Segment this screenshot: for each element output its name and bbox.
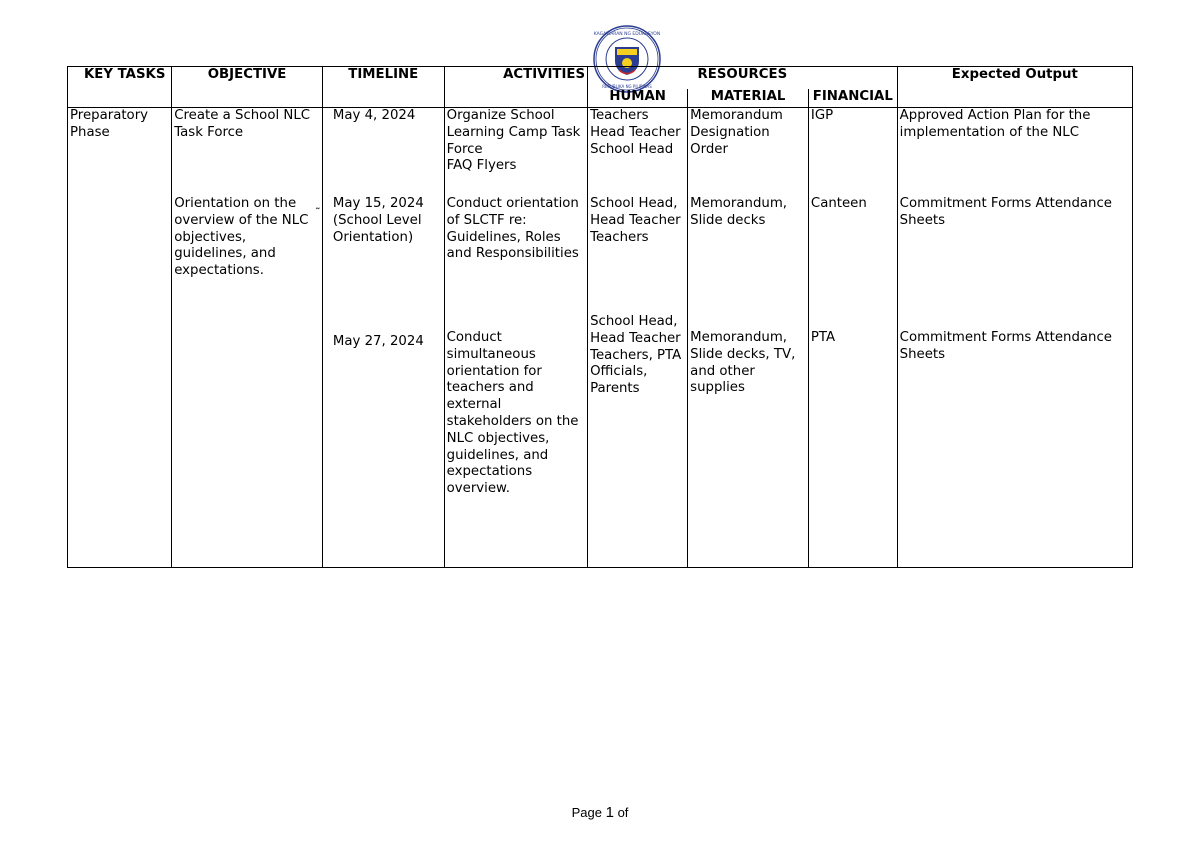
cell-human: School Head, Head Teacher Teachers, PTA Officials, Parents — [588, 314, 688, 568]
header-activities: ACTIVITIES — [444, 67, 587, 108]
cell-expected-output: Commitment Forms Attendance Sheets — [897, 196, 1132, 314]
table-row — [68, 196, 1133, 314]
header-objective: OBJECTIVE — [172, 67, 323, 108]
cell-activities: Conduct orientation of SLCTF re: Guidelines, Roles and Responsibilities — [444, 196, 587, 314]
cell-timeline: May 27, 2024 — [322, 314, 444, 568]
table-row — [68, 108, 1133, 197]
cell-timeline: May 4, 2024 — [322, 108, 444, 197]
page-number: 1 — [605, 804, 614, 821]
header-timeline: TIMELINE — [322, 67, 444, 108]
cell-objective: Create a School NLC Task Force — [172, 108, 323, 197]
page-footer — [0, 804, 1200, 821]
cell-objective: Orientation on the overview of the NLC objectives, guidelines, and expectations. — [172, 196, 323, 314]
page-of-label: of — [617, 805, 629, 820]
page-label: Page — [571, 805, 602, 820]
header-financial: FINANCIAL — [808, 89, 897, 108]
cell-material: Memorandum Designation Order — [688, 108, 809, 197]
cell-human: School Head, Head Teacher Teachers — [588, 196, 688, 314]
cell-expected-output: Approved Action Plan for the implementation of the NLC — [897, 108, 1132, 197]
activity-line: FAQ Flyers — [446, 158, 517, 174]
header-resources: RESOURCES — [588, 67, 898, 90]
svg-text:REPUBLIKA NG PILIPINAS: REPUBLIKA NG PILIPINAS — [602, 84, 652, 89]
cell-financial: Canteen — [808, 196, 897, 314]
header-key-tasks: KEY TASKS — [68, 67, 172, 108]
cell-human: Teachers Head Teacher School Head — [588, 108, 688, 197]
cell-key-task: Preparatory Phase — [68, 108, 172, 197]
svg-text:KAGAWARAN NG EDUKASYON: KAGAWARAN NG EDUKASYON — [593, 32, 661, 37]
cell-material: Memorandum, Slide decks — [688, 196, 809, 314]
header-material: MATERIAL — [688, 89, 809, 108]
stray-mark: ˜ — [315, 206, 321, 219]
cell-objective — [172, 314, 323, 568]
header-human: HUMAN — [588, 89, 688, 108]
cell-material: Memorandum, Slide decks, TV, and other supplies — [688, 314, 809, 568]
cell-key-task — [68, 314, 172, 568]
cell-activities: Conduct simultaneous orientation for teachers and external stakeholders on the NLC objectives, guidelines, and expectations overview. — [444, 314, 587, 568]
activity-line: Organize School Learning Camp Task Force — [446, 108, 581, 157]
cell-expected-output: Commitment Forms Attendance Sheets — [897, 314, 1132, 568]
cell-timeline: May 15, 2024 (School Level Orientation) — [322, 196, 444, 314]
cell-financial: PTA — [808, 314, 897, 568]
header-expected-output: Expected Output — [897, 67, 1132, 108]
cell-activities — [444, 108, 587, 197]
action-plan-table — [67, 66, 1133, 568]
cell-financial: IGP — [808, 108, 897, 197]
cell-key-task — [68, 196, 172, 314]
table-row — [68, 314, 1133, 568]
